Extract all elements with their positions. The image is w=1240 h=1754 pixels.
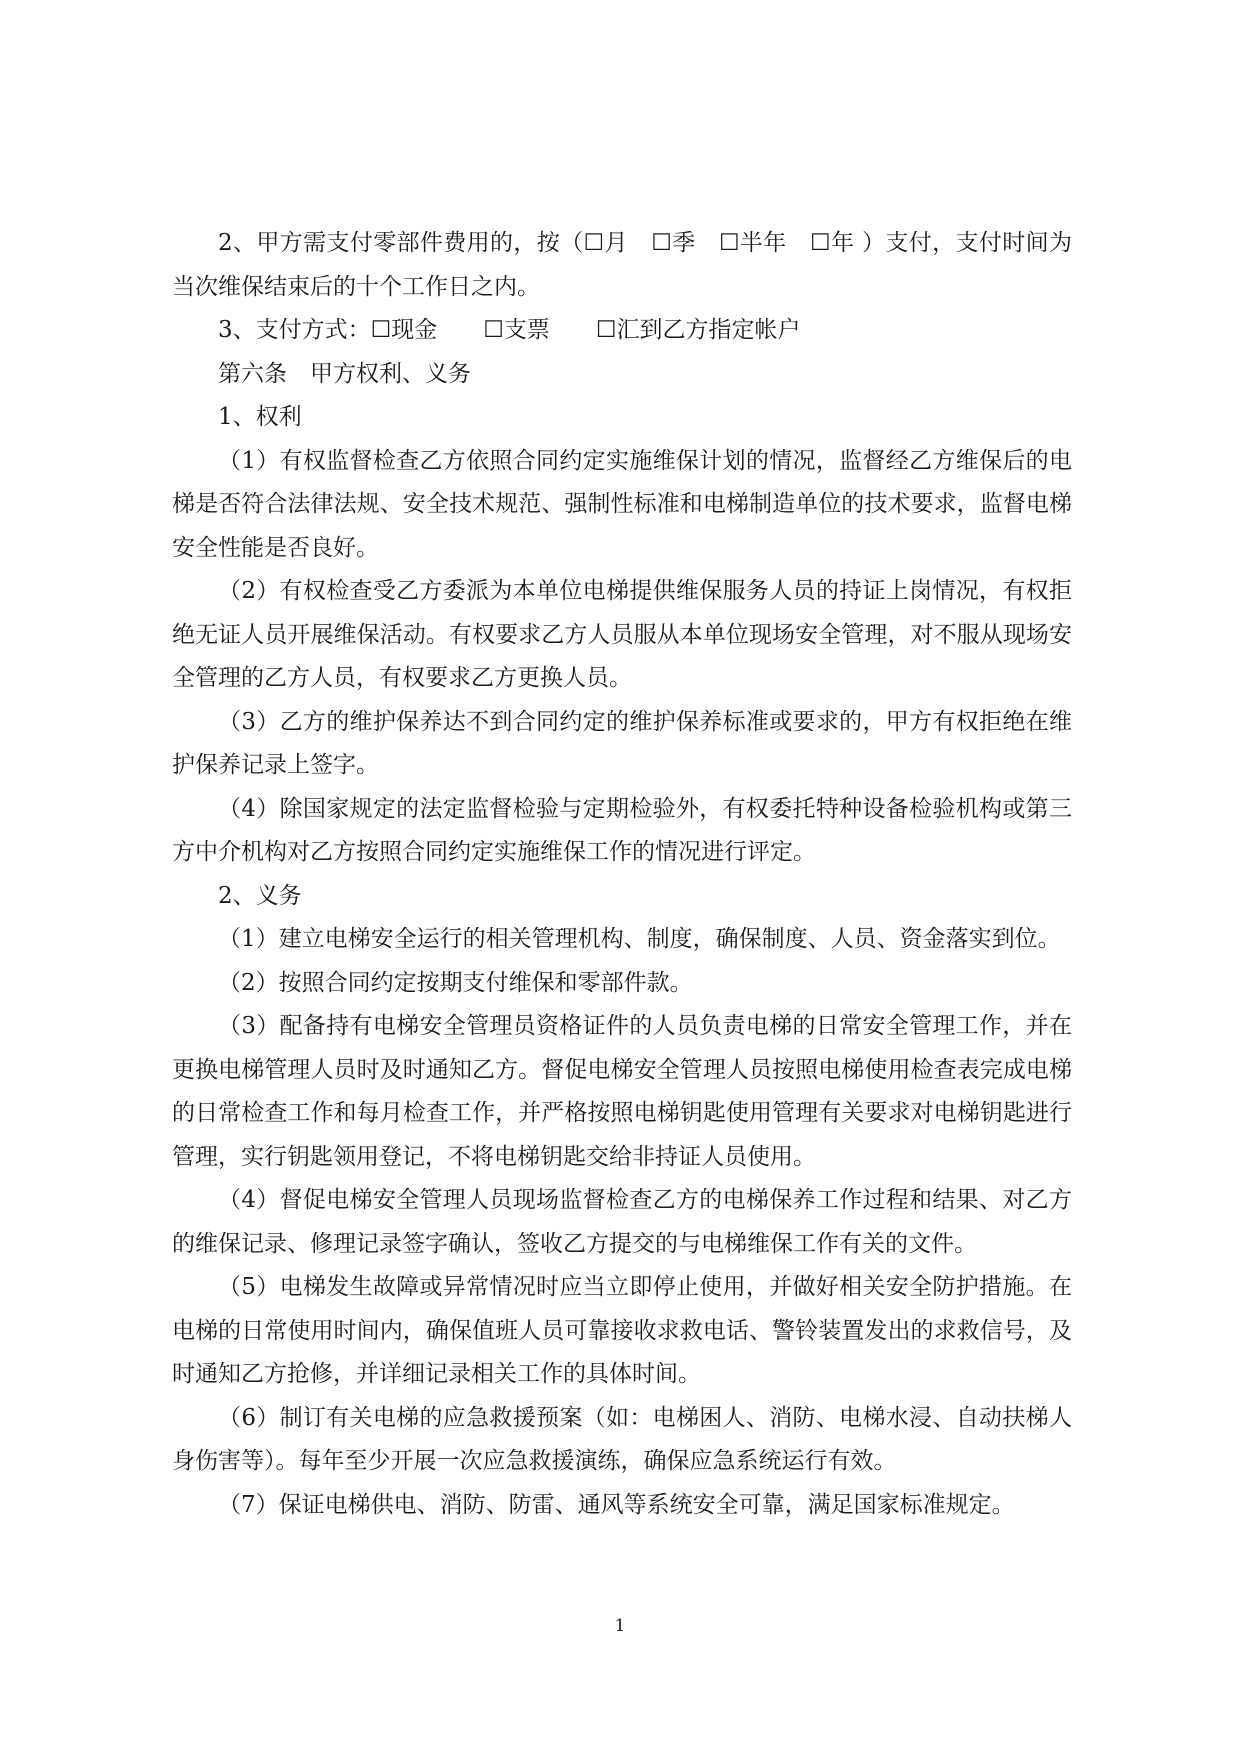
- payment-method-paragraph: 3、支付方式：☐现金 ☐支票 ☐汇到乙方指定帐户: [218, 317, 801, 343]
- obligations-item-6: （6）制订有关电梯的应急救援预案（如：电梯困人、消防、电梯水浸、自动扶梯人身伤害等）。每年至少开展一次应急救援演练，确保应急系统运行有效。: [172, 1404, 1072, 1474]
- rights-item-2: （2）有权检查受乙方委派为本单位电梯提供维保服务人员的持证上岗情况，有权拒绝无证人员开展维保活动。有权要求乙方人员服从本单位现场安全管理，对不服从现场安全管理的乙方人员，有权要求乙方更换人员。: [172, 578, 1072, 691]
- obligations-item-1: （1）建立电梯安全运行的相关管理机构、制度，确保制度、人员、资金落实到位。: [218, 926, 1061, 952]
- section-heading-article-6: 第六条 甲方权利、义务: [218, 360, 471, 387]
- rights-item-4: （4）除国家规定的法定监督检验与定期检验外，有权委托特种设备检验机构或第三方中介机构对乙方按照合同约定实施维保工作的情况进行评定。: [172, 795, 1072, 865]
- subheading-rights: 1、权利: [218, 404, 302, 430]
- obligations-item-5: （5）电梯发生故障或异常情况时应当立即停止使用，并做好相关安全防护措施。在电梯的日常使用时间内，确保值班人员可靠接收求救电话、警铃装置发出的求救信号，及时通知乙方抢修，并详细记录相关工作的具体时间。: [172, 1274, 1072, 1387]
- obligations-item-2: （2）按照合同约定按期支付维保和零部件款。: [218, 969, 693, 996]
- obligations-item-4: （4）督促电梯安全管理人员现场监督检查乙方的电梯保养工作过程和结果、对乙方的维保记录、修理记录签字确认，签收乙方提交的与电梯维保工作有关的文件。: [172, 1187, 1072, 1257]
- obligations-item-7: （7）保证电梯供电、消防、防雷、通风等系统安全可靠，满足国家标准规定。: [218, 1491, 1015, 1518]
- payment-schedule-paragraph: 2、甲方需支付零部件费用的，按（☐月 ☐季 ☐半年 ☐年 ）支付，支付时间为当次维保结束后的十个工作日之内。: [172, 230, 1072, 300]
- document-body: [172, 222, 1072, 1527]
- obligations-item-3: （3）配备持有电梯安全管理员资格证件的人员负责电梯的日常安全管理工作，并在更换电梯管理人员时及时通知乙方。督促电梯安全管理人员按照电梯使用检查表完成电梯的日常检查工作和每月检查工作，并严格按照电梯钥匙使用管理有关要求对电梯钥匙进行管理，实行钥匙领用登记，不将电梯钥匙交给非持证人员使用。: [172, 1013, 1072, 1170]
- page-number: 1: [614, 1616, 626, 1636]
- rights-item-3: （3）乙方的维护保养达不到合同约定的维护保养标准或要求的，甲方有权拒绝在维护保养记录上签字。: [172, 708, 1072, 778]
- rights-item-1: （1）有权监督检查乙方依照合同约定实施维保计划的情况，监督经乙方维保后的电梯是否符合法律法规、安全技术规范、强制性标准和电梯制造单位的技术要求，监督电梯安全性能是否良好。: [172, 447, 1072, 561]
- subheading-obligations: 2、义务: [218, 882, 302, 909]
